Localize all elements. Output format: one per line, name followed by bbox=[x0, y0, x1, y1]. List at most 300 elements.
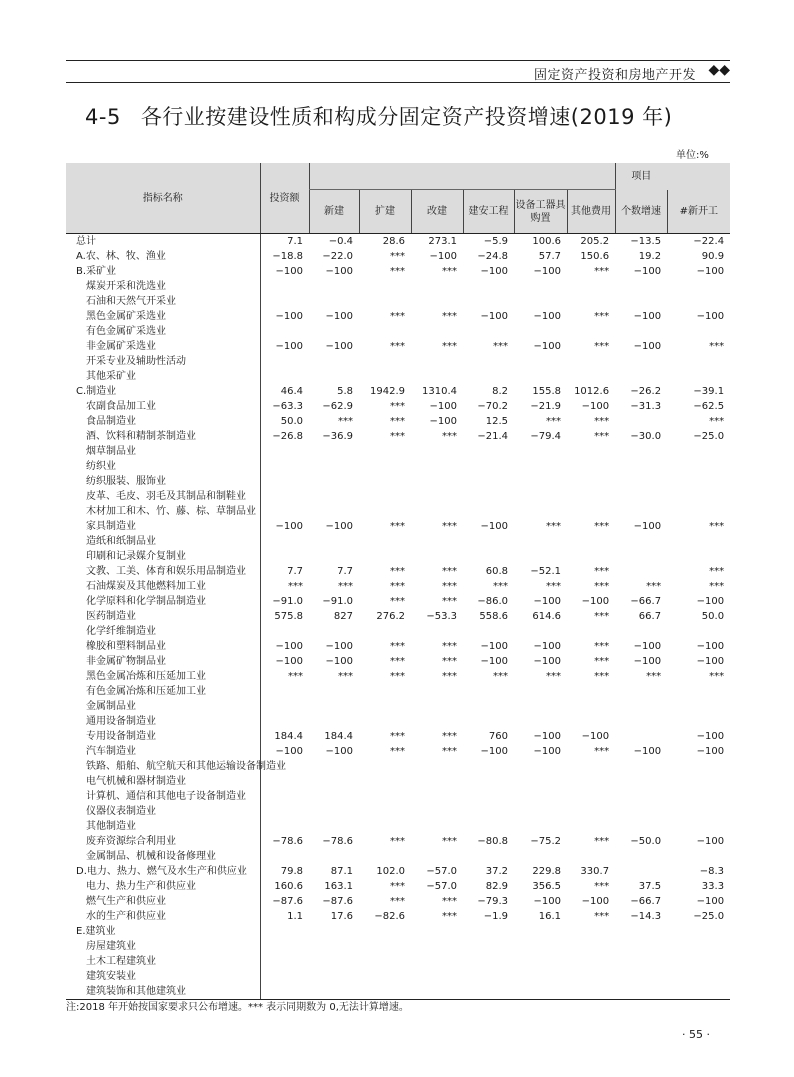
table-cell: −63.3 bbox=[272, 401, 303, 412]
table-cell bbox=[260, 804, 309, 819]
row-label: 金属制品业 bbox=[66, 699, 260, 714]
table-cell: *** bbox=[390, 731, 405, 742]
table-cell bbox=[514, 849, 567, 864]
row-label: 有色金属矿采选业 bbox=[66, 324, 260, 339]
table-cell: *** bbox=[594, 341, 610, 352]
table-cell: −100 bbox=[633, 746, 662, 757]
table-cell: −100 bbox=[275, 656, 303, 667]
row-label: 橡胶和塑料制品业 bbox=[66, 639, 260, 654]
table-cell bbox=[567, 969, 615, 984]
table-cell bbox=[667, 819, 730, 834]
table-cell bbox=[667, 774, 730, 789]
row-label: 水的生产和供应业 bbox=[66, 909, 260, 924]
table-cell bbox=[359, 804, 411, 819]
table-cell bbox=[411, 624, 463, 639]
table-cell: 46.4 bbox=[280, 386, 303, 397]
table-cell bbox=[463, 774, 514, 789]
table-cell bbox=[309, 474, 359, 489]
table-cell bbox=[567, 984, 615, 1000]
table-cell bbox=[514, 444, 567, 459]
table-cell: −75.2 bbox=[530, 836, 561, 847]
table-cell: 8.2 bbox=[492, 386, 508, 397]
table-cell bbox=[359, 924, 411, 939]
table-cell bbox=[463, 759, 514, 774]
table-cell: *** bbox=[288, 581, 303, 592]
table-cell: −100 bbox=[696, 746, 725, 757]
table-cell bbox=[615, 774, 667, 789]
table-cell: *** bbox=[390, 581, 405, 592]
table-body bbox=[66, 234, 730, 1000]
table-cell: −100 bbox=[480, 521, 508, 532]
table-cell: *** bbox=[442, 671, 457, 682]
row-label: 电力、热力生产和供应业 bbox=[66, 879, 260, 894]
table-cell bbox=[463, 294, 514, 309]
table-cell: −100 bbox=[633, 641, 662, 652]
table-cell: −100 bbox=[696, 311, 725, 322]
table-cell: −25.0 bbox=[693, 431, 725, 442]
table-cell bbox=[359, 714, 411, 729]
table-cell: *** bbox=[390, 566, 405, 577]
table-cell: −100 bbox=[533, 311, 561, 322]
table-cell bbox=[463, 699, 514, 714]
table-row bbox=[66, 459, 730, 474]
col-header-invest: 投资额 bbox=[260, 163, 309, 234]
table-cell: −82.6 bbox=[374, 911, 405, 922]
table-cell bbox=[567, 789, 615, 804]
table-cell bbox=[309, 324, 359, 339]
table-cell: *** bbox=[390, 521, 405, 532]
col-header-spacer bbox=[667, 163, 730, 190]
row-label: 土木工程建筑业 bbox=[66, 954, 260, 969]
table-cell bbox=[667, 684, 730, 699]
table-cell: *** bbox=[390, 641, 405, 652]
table-row bbox=[66, 489, 730, 504]
table-cell: 7.1 bbox=[287, 236, 303, 247]
table-cell bbox=[260, 459, 309, 474]
table-row bbox=[66, 339, 730, 354]
table-row bbox=[66, 774, 730, 789]
row-label: 化学纤维制造业 bbox=[66, 624, 260, 639]
table-row bbox=[66, 279, 730, 294]
table-cell: −100 bbox=[633, 266, 662, 277]
table-cell bbox=[411, 549, 463, 564]
table-cell: −100 bbox=[581, 731, 610, 742]
table-cell bbox=[359, 699, 411, 714]
col-header-name: 指标名称 bbox=[66, 163, 260, 234]
row-label: 家具制造业 bbox=[66, 519, 260, 534]
table-cell bbox=[514, 759, 567, 774]
table-cell bbox=[309, 549, 359, 564]
table-cell bbox=[667, 789, 730, 804]
table-cell: −86.0 bbox=[477, 596, 508, 607]
table-cell: −100 bbox=[633, 521, 662, 532]
table-cell bbox=[567, 474, 615, 489]
table-cell bbox=[359, 534, 411, 549]
row-label: 印刷和记录媒介复制业 bbox=[66, 549, 260, 564]
table-cell bbox=[514, 369, 567, 384]
row-label: 化学原料和化学制品制造业 bbox=[66, 594, 260, 609]
table-cell bbox=[514, 624, 567, 639]
table-cell bbox=[615, 294, 667, 309]
row-label: 黑色金属冶炼和压延加工业 bbox=[66, 669, 260, 684]
table-cell: −66.7 bbox=[630, 596, 662, 607]
table-cell: 82.9 bbox=[485, 881, 508, 892]
table-cell: 760 bbox=[488, 731, 508, 742]
table-cell bbox=[463, 459, 514, 474]
table-cell: −91.0 bbox=[322, 596, 353, 607]
table-cell: *** bbox=[442, 836, 457, 847]
table-cell: −5.9 bbox=[483, 236, 508, 247]
table-row bbox=[66, 939, 730, 954]
row-label: 非金属矿物制品业 bbox=[66, 654, 260, 669]
table-cell: 1310.4 bbox=[422, 386, 457, 397]
table-title: 各行业按建设性质和构成分固定资产投资增速(2019 年) bbox=[140, 105, 673, 129]
table-cell: 28.6 bbox=[382, 236, 405, 247]
table-cell bbox=[411, 489, 463, 504]
table-cell bbox=[667, 954, 730, 969]
table-cell bbox=[411, 774, 463, 789]
table-cell: 100.6 bbox=[532, 236, 561, 247]
table-row bbox=[66, 864, 730, 879]
table-cell: −0.4 bbox=[328, 236, 353, 247]
table-cell: 575.8 bbox=[274, 611, 303, 622]
table-row bbox=[66, 519, 730, 534]
table-cell bbox=[514, 939, 567, 954]
table-cell bbox=[260, 504, 309, 519]
table-cell: −70.2 bbox=[477, 401, 508, 412]
table-cell: −100 bbox=[480, 656, 508, 667]
table-cell bbox=[667, 759, 730, 774]
table-cell bbox=[615, 699, 667, 714]
table-cell: −52.1 bbox=[530, 566, 561, 577]
table-cell bbox=[260, 774, 309, 789]
table-row bbox=[66, 384, 730, 399]
table-cell bbox=[667, 354, 730, 369]
row-label: 其他制造业 bbox=[66, 819, 260, 834]
table-cell: −100 bbox=[533, 656, 561, 667]
table-cell: *** bbox=[390, 596, 405, 607]
table-cell bbox=[463, 714, 514, 729]
table-cell: −53.3 bbox=[426, 611, 457, 622]
table-cell: *** bbox=[442, 641, 457, 652]
table-cell: 60.8 bbox=[485, 566, 508, 577]
table-cell bbox=[260, 354, 309, 369]
table-row bbox=[66, 759, 730, 774]
table-cell bbox=[309, 489, 359, 504]
header-rule-bottom bbox=[66, 82, 730, 83]
table-cell: *** bbox=[442, 566, 457, 577]
table-row bbox=[66, 909, 730, 924]
table-row bbox=[66, 879, 730, 894]
table-cell: −100 bbox=[581, 596, 610, 607]
table-cell: −100 bbox=[275, 266, 303, 277]
table-cell: *** bbox=[594, 521, 610, 532]
table-cell: 229.8 bbox=[532, 866, 561, 877]
table-cell bbox=[359, 369, 411, 384]
table-row bbox=[66, 504, 730, 519]
table-cell bbox=[615, 789, 667, 804]
table-cell: *** bbox=[594, 911, 610, 922]
table-cell: 57.7 bbox=[538, 251, 561, 262]
table-cell bbox=[411, 474, 463, 489]
table-cell: −22.4 bbox=[693, 236, 725, 247]
table-row bbox=[66, 669, 730, 684]
table-row bbox=[66, 804, 730, 819]
table-cell bbox=[463, 819, 514, 834]
table-cell bbox=[411, 804, 463, 819]
table-cell: −100 bbox=[325, 311, 353, 322]
row-label: 仪器仪表制造业 bbox=[66, 804, 260, 819]
table-cell bbox=[667, 849, 730, 864]
row-label: 铁路、船舶、航空航天和其他运输设备制造业 bbox=[66, 759, 260, 774]
table-cell: −66.7 bbox=[630, 896, 662, 907]
table-cell: −100 bbox=[533, 746, 561, 757]
page-number: · 55 · bbox=[682, 1028, 710, 1041]
table-cell bbox=[411, 969, 463, 984]
table-cell bbox=[615, 684, 667, 699]
table-row bbox=[66, 264, 730, 279]
table-cell: *** bbox=[709, 671, 725, 682]
table-cell bbox=[411, 849, 463, 864]
table-cell bbox=[463, 969, 514, 984]
table-cell: −26.2 bbox=[630, 386, 662, 397]
table-cell: *** bbox=[546, 416, 561, 427]
table-cell bbox=[463, 684, 514, 699]
table-row bbox=[66, 579, 730, 594]
row-label: 石油煤炭及其他燃料加工业 bbox=[66, 579, 260, 594]
table-cell: *** bbox=[390, 416, 405, 427]
table-cell: −100 bbox=[533, 266, 561, 277]
table-cell bbox=[514, 774, 567, 789]
table-cell: −100 bbox=[633, 341, 662, 352]
table-cell bbox=[411, 699, 463, 714]
table-cell: −100 bbox=[275, 311, 303, 322]
table-cell: *** bbox=[390, 341, 405, 352]
table-cell bbox=[359, 279, 411, 294]
table-cell bbox=[260, 279, 309, 294]
table-cell: −39.1 bbox=[693, 386, 725, 397]
table-cell: *** bbox=[646, 581, 662, 592]
row-label: 农副食品加工业 bbox=[66, 399, 260, 414]
table-row bbox=[66, 954, 730, 969]
row-label: 纺织业 bbox=[66, 459, 260, 474]
table-cell: *** bbox=[709, 581, 725, 592]
table-cell: *** bbox=[709, 416, 725, 427]
table-row bbox=[66, 234, 730, 250]
page-title bbox=[85, 101, 672, 131]
table-cell: *** bbox=[390, 881, 405, 892]
table-cell bbox=[359, 849, 411, 864]
table-cell bbox=[463, 504, 514, 519]
table-cell bbox=[567, 804, 615, 819]
table-cell bbox=[514, 699, 567, 714]
table-cell: *** bbox=[594, 746, 610, 757]
table-cell bbox=[463, 534, 514, 549]
table-cell bbox=[514, 819, 567, 834]
table-row bbox=[66, 444, 730, 459]
table-row bbox=[66, 894, 730, 909]
table-row bbox=[66, 414, 730, 429]
table-cell bbox=[667, 294, 730, 309]
table-cell bbox=[260, 924, 309, 939]
table-cell bbox=[309, 699, 359, 714]
table-cell bbox=[514, 504, 567, 519]
table-cell bbox=[567, 699, 615, 714]
table-cell bbox=[260, 369, 309, 384]
table-cell: −100 bbox=[275, 641, 303, 652]
table-cell bbox=[411, 984, 463, 1000]
table-row bbox=[66, 549, 730, 564]
table-cell: −78.6 bbox=[272, 836, 303, 847]
table-cell bbox=[260, 489, 309, 504]
table-cell bbox=[359, 789, 411, 804]
table-cell bbox=[359, 969, 411, 984]
row-label: 建筑安装业 bbox=[66, 969, 260, 984]
table-cell: −50.0 bbox=[630, 836, 662, 847]
table-cell: *** bbox=[594, 581, 610, 592]
table-row bbox=[66, 699, 730, 714]
table-cell bbox=[309, 294, 359, 309]
table-cell: −100 bbox=[275, 746, 303, 757]
table-cell bbox=[260, 954, 309, 969]
table-cell bbox=[260, 624, 309, 639]
row-label: 通用设备制造业 bbox=[66, 714, 260, 729]
table-cell: 184.4 bbox=[274, 731, 303, 742]
table-cell: −100 bbox=[533, 341, 561, 352]
table-cell: 19.2 bbox=[638, 251, 662, 262]
table-cell bbox=[567, 684, 615, 699]
table-cell: 1012.6 bbox=[574, 386, 610, 397]
table-cell bbox=[260, 534, 309, 549]
table-cell bbox=[260, 969, 309, 984]
table-cell bbox=[411, 324, 463, 339]
col-header-expand: 扩建 bbox=[359, 190, 411, 234]
row-label: 烟草制品业 bbox=[66, 444, 260, 459]
table-cell: −13.5 bbox=[630, 236, 662, 247]
table-cell bbox=[411, 819, 463, 834]
table-row bbox=[66, 594, 730, 609]
table-cell: 7.7 bbox=[287, 566, 303, 577]
table-cell bbox=[567, 369, 615, 384]
table-cell bbox=[615, 324, 667, 339]
table-cell: 614.6 bbox=[532, 611, 561, 622]
table-cell: −80.8 bbox=[477, 836, 508, 847]
table-cell: −100 bbox=[581, 401, 610, 412]
table-cell bbox=[667, 549, 730, 564]
table-cell bbox=[615, 924, 667, 939]
table-cell bbox=[359, 759, 411, 774]
table-cell: 90.9 bbox=[701, 251, 725, 262]
table-cell bbox=[514, 804, 567, 819]
table-cell bbox=[667, 984, 730, 1000]
row-label: 电气机械和器材制造业 bbox=[66, 774, 260, 789]
table-cell bbox=[615, 414, 667, 429]
table-row bbox=[66, 819, 730, 834]
table-cell: −100 bbox=[480, 641, 508, 652]
table-cell: 276.2 bbox=[376, 611, 405, 622]
table-cell bbox=[411, 504, 463, 519]
table-cell bbox=[359, 504, 411, 519]
table-cell: 5.8 bbox=[337, 386, 353, 397]
table-cell: *** bbox=[390, 266, 405, 277]
row-label: 文教、工美、体育和娱乐用品制造业 bbox=[66, 564, 260, 579]
table-cell bbox=[260, 789, 309, 804]
table-cell bbox=[411, 279, 463, 294]
table-cell bbox=[615, 939, 667, 954]
table-cell: 102.0 bbox=[376, 866, 405, 877]
table-cell bbox=[411, 714, 463, 729]
table-cell: *** bbox=[493, 671, 508, 682]
table-cell: −100 bbox=[429, 416, 457, 427]
table-cell: −22.0 bbox=[322, 251, 353, 262]
table-row bbox=[66, 474, 730, 489]
table-cell: −100 bbox=[480, 746, 508, 757]
row-label: 非金属矿采选业 bbox=[66, 339, 260, 354]
table-cell bbox=[615, 804, 667, 819]
table-cell bbox=[260, 549, 309, 564]
table-cell bbox=[514, 984, 567, 1000]
table-cell: 827 bbox=[333, 611, 353, 622]
table-cell: −62.9 bbox=[322, 401, 353, 412]
col-header-project-group: 项目 bbox=[615, 163, 667, 190]
row-label: D.电力、热力、燃气及水生产和供应业 bbox=[66, 864, 260, 879]
table-cell bbox=[514, 534, 567, 549]
table-cell bbox=[309, 624, 359, 639]
table-cell: *** bbox=[390, 896, 405, 907]
table-cell bbox=[260, 324, 309, 339]
table-cell bbox=[514, 789, 567, 804]
table-cell: *** bbox=[594, 416, 610, 427]
table-cell bbox=[411, 789, 463, 804]
table-cell bbox=[463, 444, 514, 459]
row-label: 汽车制造业 bbox=[66, 744, 260, 759]
table-cell: −100 bbox=[581, 896, 610, 907]
table-cell: −31.3 bbox=[630, 401, 662, 412]
row-label: 计算机、通信和其他电子设备制造业 bbox=[66, 789, 260, 804]
table-cell bbox=[463, 849, 514, 864]
table-cell bbox=[615, 474, 667, 489]
table-cell: −100 bbox=[696, 641, 725, 652]
row-label: 纺织服装、服饰业 bbox=[66, 474, 260, 489]
row-label: A.农、林、牧、渔业 bbox=[66, 249, 260, 264]
col-header-rebuild: 改建 bbox=[411, 190, 463, 234]
table-cell: *** bbox=[546, 671, 561, 682]
table-cell bbox=[309, 819, 359, 834]
table-cell: −100 bbox=[533, 896, 561, 907]
table-cell bbox=[463, 789, 514, 804]
table-cell bbox=[359, 474, 411, 489]
table-cell bbox=[411, 954, 463, 969]
table-cell: 66.7 bbox=[638, 611, 662, 622]
table-cell bbox=[615, 729, 667, 744]
table-row bbox=[66, 249, 730, 264]
table-cell: *** bbox=[442, 746, 457, 757]
table-cell bbox=[514, 924, 567, 939]
col-header-other: 其他费用 bbox=[567, 190, 615, 234]
table-cell bbox=[514, 489, 567, 504]
table-cell bbox=[463, 804, 514, 819]
table-cell bbox=[615, 489, 667, 504]
table-cell: *** bbox=[594, 611, 610, 622]
table-cell: −100 bbox=[325, 521, 353, 532]
table-row bbox=[66, 834, 730, 849]
table-cell bbox=[260, 699, 309, 714]
table-cell: −14.3 bbox=[630, 911, 662, 922]
row-label: 废弃资源综合利用业 bbox=[66, 834, 260, 849]
table-cell bbox=[615, 354, 667, 369]
table-cell: *** bbox=[442, 896, 457, 907]
table-cell: −79.3 bbox=[477, 896, 508, 907]
